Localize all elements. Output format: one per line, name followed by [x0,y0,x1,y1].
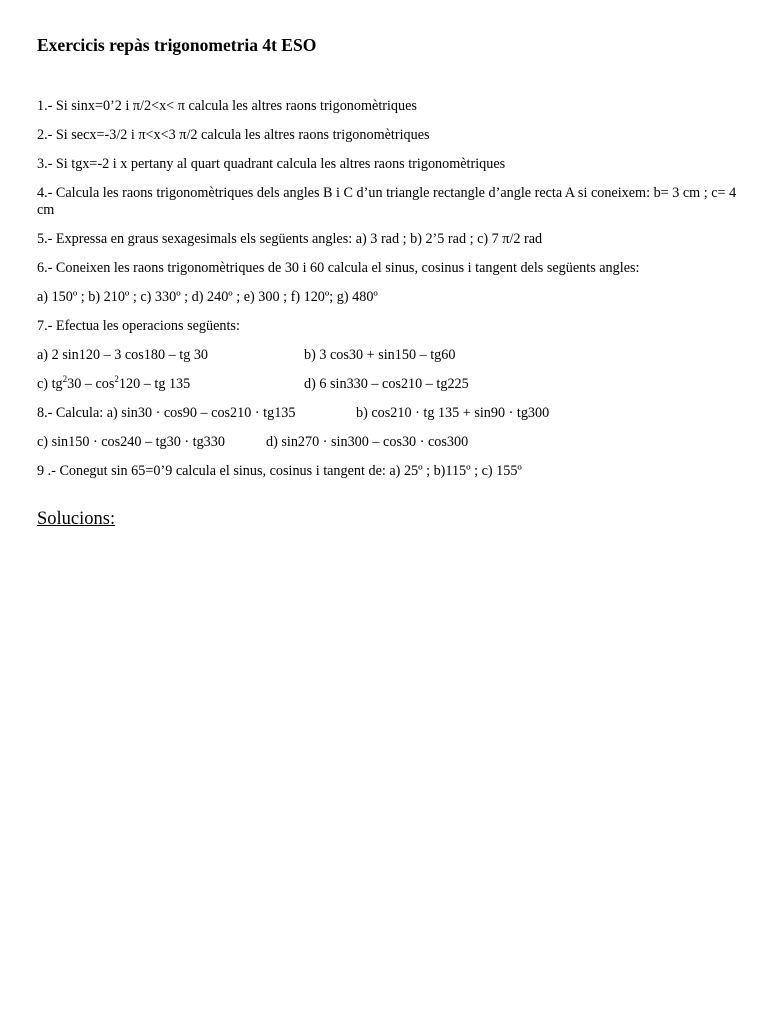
exercise-8-c: c) sin150 · cos240 – tg30 · tg330 [37,434,225,450]
exercise-8-d: d) sin270 · sin300 – cos30 · cos300 [266,434,469,450]
exercise-8-a: 8.- Calcula: a) sin30 · cos90 – cos210 · tg135 [37,405,296,421]
exercise-6-items: a) 150º ; b) 210º ; c) 330º ; d) 240º ; e) 300 ; f) 120º; g) 480º [37,289,378,305]
exercise-7-c-exponent-2: 2 [114,374,119,384]
exercise-9: 9 .- Conegut sin 65=0’9 calcula el sinus, cosinus i tangent de: a) 25º ; b)115º ; c) 155º [37,463,522,479]
exercise-6: 6.- Coneixen les raons trigonomètriques de 30 i 60 calcula el sinus, cosinus i tangent dels següents angles: [37,260,640,276]
exercise-4: 4.- Calcula les raons trigonomètriques dels angles B i C d’un triangle rectangle d’angle recta A si coneixem: b= 3 cm ; c= 4 cm [37,185,737,218]
exercise-5: 5.- Expressa en graus sexagesimals els següents angles: a) 3 rad ; b) 2’5 rad ; c) 7 π/2 rad [37,231,543,247]
exercise-7: 7.- Efectua les operacions següents: [37,318,240,334]
solutions-heading: Solucions: [37,509,116,529]
exercise-7-c-exponent-1: 2 [62,374,68,384]
exercise-1: 1.- Si sinx=0’2 i π/2<x< π calcula les altres raons trigonomètriques [37,98,417,114]
exercise-7-c-pre: c) tg [37,376,63,392]
exercise-7-b: b) 3 cos30 + sin150 – tg60 [304,347,456,363]
exercise-7-a: a) 2 sin120 – 3 cos180 – tg 30 [37,347,209,363]
exercise-7-d: d) 6 sin330 – cos210 – tg225 [304,376,469,392]
exercise-7-c [37,376,190,393]
document-title: Exercicis repàs trigonometria 4t ESO [37,35,317,55]
exercise-7-c-post: 120 – tg 135 [118,376,191,392]
exercise-8-b: b) cos210 · tg 135 + sin90 · tg300 [356,405,550,421]
exercise-2: 2.- Si secx=-3/2 i π<x<3 π/2 calcula les altres raons trigonomètriques [37,127,430,143]
exercise-3: 3.- Si tgx=-2 i x pertany al quart quadrant calcula les altres raons trigonomètriques [37,156,506,172]
exercise-7-c-mid: 30 – cos [67,376,115,392]
